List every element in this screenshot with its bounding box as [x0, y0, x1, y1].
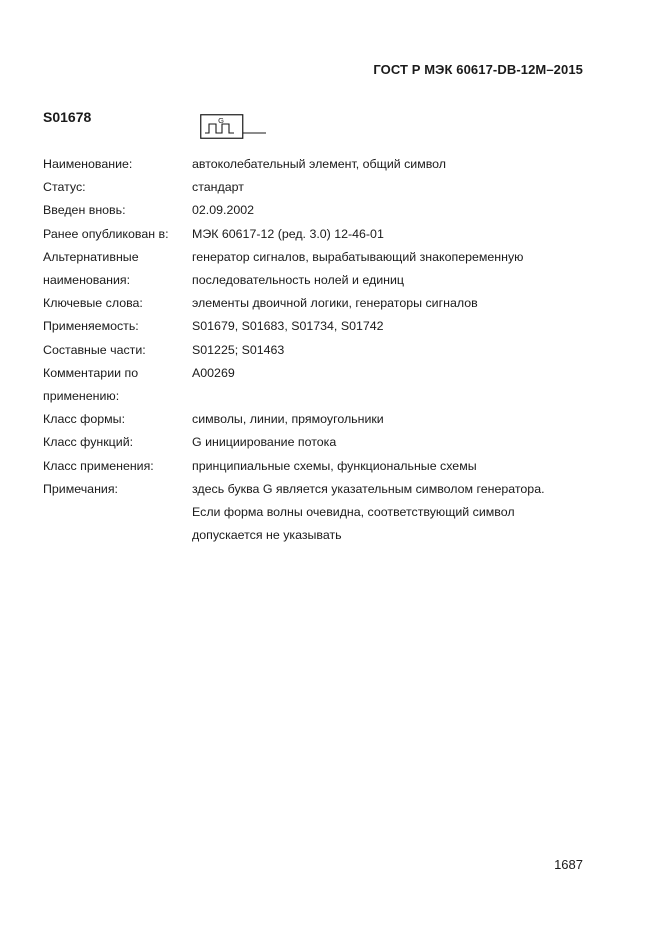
field-value: принципиальные схемы, функциональные схемы	[192, 458, 477, 473]
field-row-keywords	[43, 292, 603, 315]
field-label: наименования:	[43, 273, 131, 288]
field-value: допускается не указывать	[192, 528, 342, 543]
field-row-alternative-names	[43, 246, 603, 292]
field-row-function-class	[43, 431, 603, 454]
field-value: S01225; S01463	[192, 342, 285, 357]
field-value: символы, линии, прямоугольники	[192, 412, 384, 427]
symbol-letter: G	[218, 116, 224, 125]
field-label: Наименование:	[43, 157, 133, 171]
attribute-list	[43, 153, 603, 547]
field-value: здесь буква G является указательным символом генератора.	[192, 481, 545, 496]
field-row-application-class	[43, 455, 603, 478]
field-row-introduced	[43, 199, 603, 222]
field-row-applicability	[43, 315, 603, 338]
field-value: Если форма волны очевидна, соответствующий символ	[192, 505, 515, 520]
field-label: Комментарии по	[43, 365, 139, 380]
field-value: стандарт	[192, 180, 244, 195]
field-label: Введен вновь:	[43, 203, 126, 218]
field-label: Составные части:	[43, 342, 146, 357]
field-value: S01679, S01683, S01734, S01742	[192, 319, 384, 334]
field-label: Ключевые слова:	[43, 296, 143, 311]
field-label: Альтернативные	[43, 249, 139, 264]
oscillator-g-symbol-icon	[200, 114, 270, 145]
field-row-form-class	[43, 408, 603, 431]
field-value: G инициирование потока	[192, 435, 337, 450]
field-value: A00269	[192, 365, 235, 380]
standard-header: ГОСТ Р МЭК 60617-DB-12M–2015	[373, 62, 583, 77]
field-row-application-comments	[43, 362, 603, 408]
field-label: Класс применения:	[43, 458, 154, 473]
field-value: автоколебательный элемент, общий символ	[192, 157, 447, 171]
symbol-code: S01678	[43, 109, 92, 125]
field-label: применению:	[43, 389, 120, 404]
field-label: Статус:	[43, 180, 86, 195]
field-value: МЭК 60617-12 (ред. 3.0) 12-46-01	[192, 226, 384, 241]
field-label: Примечания:	[43, 481, 118, 496]
field-row-previously-published	[43, 223, 603, 246]
field-label: Ранее опубликован в:	[43, 226, 169, 241]
field-row-notes	[43, 478, 603, 548]
field-value: последовательность нолей и единиц	[192, 273, 404, 288]
field-value: генератор сигналов, вырабатывающий знакопеременную	[192, 249, 524, 264]
field-value: 02.09.2002	[192, 203, 255, 218]
field-label: Класс функций:	[43, 435, 134, 450]
field-row-name	[43, 153, 603, 176]
field-row-components	[43, 339, 603, 362]
page-number: 1687	[554, 857, 583, 872]
field-label: Класс формы:	[43, 412, 126, 427]
field-label: Применяемость:	[43, 319, 139, 334]
field-value: элементы двоичной логики, генераторы сигналов	[192, 296, 478, 311]
field-row-status	[43, 176, 603, 199]
